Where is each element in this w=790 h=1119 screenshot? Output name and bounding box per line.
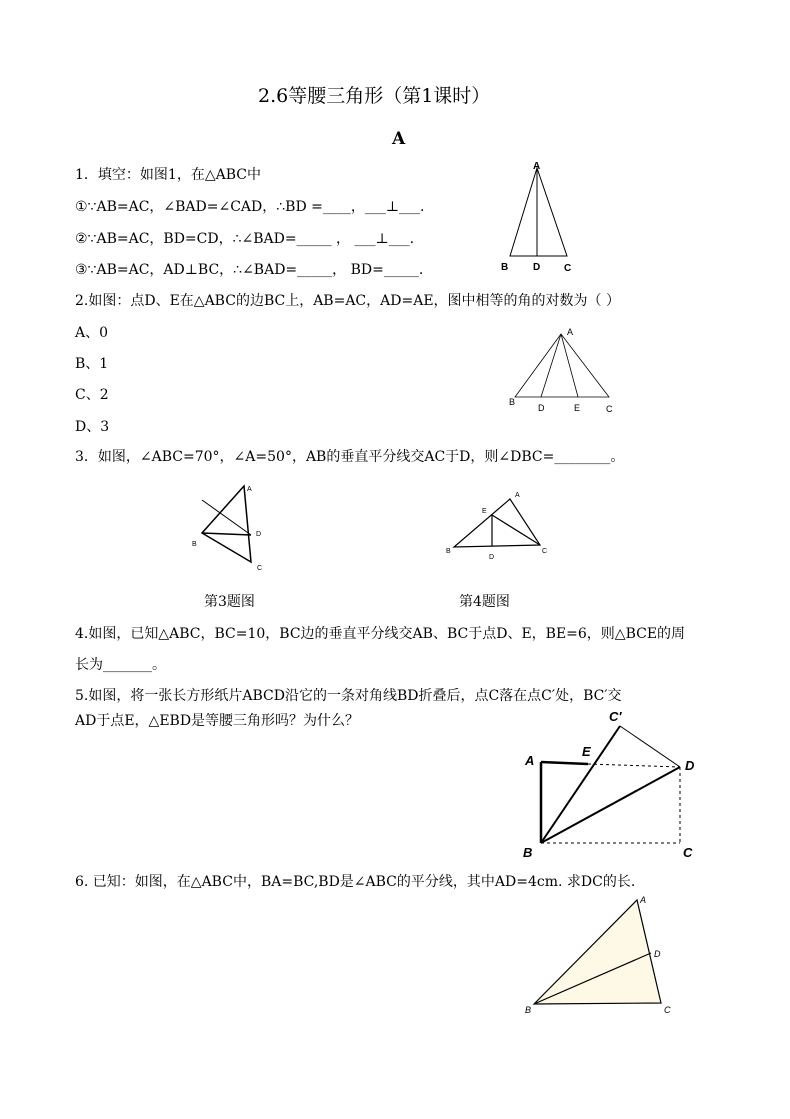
q4-label-e: E [482,508,487,515]
q2-label-c: C [606,404,613,414]
q2-option-c: C、2 [75,387,109,403]
q2-label-e: E [574,403,581,413]
q2-stem: 2.如图：点D、E在△ABC的边BC上，AB=AC，AD=AE，图中相等的角的对数为（ ） [75,293,620,309]
q2-option-a: A、0 [75,325,109,341]
q5-label-d: D [685,758,695,773]
q3-figure-caption: 第3题图 [204,594,255,610]
q5-side-ae [541,762,588,764]
q4-segment-ec [492,515,540,545]
q3-segment-bd [202,533,251,535]
q3-stem: 3．如图，∠ABC=70°，∠A=50°，AB的垂直平分线交AC于D，则∠DBC=________。 [75,449,625,465]
q5-label-c: C [683,845,693,860]
q6-figure [515,890,695,1020]
q3-figure [185,478,275,578]
q2-option-b: B、1 [75,356,109,372]
q5-segment-c1d [620,726,680,767]
q5-diagonal-bd [541,767,680,843]
q4-figure-caption: 第4题图 [459,594,510,610]
q1-label-d: D [533,262,541,273]
q6-label-b: B [525,1005,532,1015]
q2-label-d: D [538,403,545,413]
q4-line2: 长为_______。 [75,657,166,673]
q3-label-a: A [247,486,252,493]
q5-segment-bc1 [541,726,620,843]
q3-label-d: D [256,531,262,538]
q1-part-a: ①∵AB=AC，∠BAD=∠CAD，∴BD =____，___⊥___. [75,199,425,215]
q4-figure [440,485,560,565]
q4-line1: 4.如图，已知△ABC，BC=10，BC边的垂直平分线交AB、BC于点D、E，BE=6，则△BCE的周 [75,626,686,642]
q1-label-a: A [533,161,541,172]
q5-line2: AD于点E，△EBD是等腰三角形吗？为什么？ [75,713,360,729]
q5-label-c1: C′ [609,709,622,724]
q1-triangle [510,168,567,256]
q4-label-d: D [489,554,495,561]
q1-stem: 1．填空：如图1，在△ABC中 [75,167,261,183]
q3-label-b: B [192,541,197,548]
q2-option-d: D、3 [75,419,110,435]
page-title: 2.6等腰三角形（第1课时） [258,85,491,107]
q6-label-c: C [664,1005,671,1015]
q4-label-b: B [446,548,451,555]
q2-figure [505,325,625,420]
q2-segment-ad [541,334,561,397]
q2-label-a: A [567,327,574,337]
q2-segment-ae [561,334,578,397]
q5-label-e: E [582,744,591,759]
q4-label-a: A [515,492,520,499]
q4-label-c: C [542,548,548,555]
q6-label-a: A [640,895,647,905]
q5-label-a: A [525,753,535,768]
q5-figure [520,680,710,865]
q6-triangle [534,900,661,1004]
q5-line1: 5.如图，将一张长方形纸片ABCD沿它的一条对角线BD折叠后，点C落在点C′处，BC′交 [75,688,622,704]
section-label: A [392,129,406,149]
q3-triangle [202,486,251,562]
q2-triangle [515,334,609,397]
q5-segment-ed-dashed [588,764,680,767]
q6-stem: 6. 已知：如图，在△ABC中，BA=BC,BD是∠ABC的平分线，其中AD=4cm. 求DC的长. [75,874,636,890]
q4-triangle [454,499,540,547]
q1-figure [495,158,585,278]
q1-part-c: ③∵AB=AC，AD⊥BC，∴∠BAD=_____， BD=_____. [75,262,424,278]
q2-label-b: B [509,397,516,407]
q6-label-d: D [654,949,661,959]
q3-label-c: C [257,565,263,572]
q5-label-b: B [523,845,533,860]
q1-part-b: ②∵AB=AC，BD=CD，∴∠BAD=_____ ， ___⊥___. [75,231,415,247]
q1-label-b: B [501,262,509,273]
q1-label-c: C [564,263,572,274]
